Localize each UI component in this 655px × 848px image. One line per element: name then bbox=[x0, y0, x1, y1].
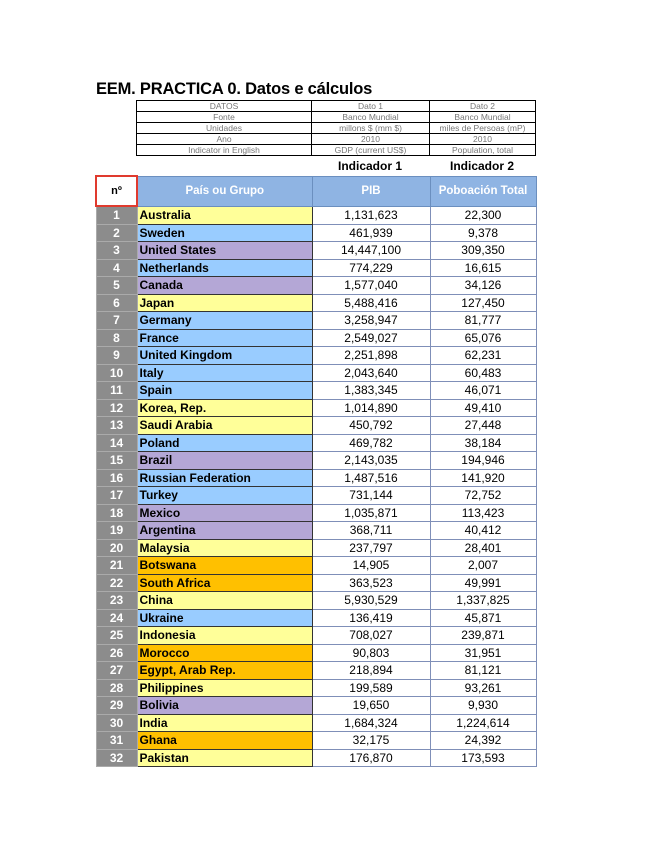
population-cell[interactable]: 16,615 bbox=[430, 259, 536, 277]
row-number-cell[interactable]: 29 bbox=[96, 697, 137, 715]
row-number-cell[interactable]: 7 bbox=[96, 312, 137, 330]
row-number-cell[interactable]: 31 bbox=[96, 732, 137, 750]
pib-cell[interactable]: 136,419 bbox=[312, 609, 430, 627]
table-row bbox=[96, 347, 536, 365]
population-cell[interactable]: 194,946 bbox=[430, 452, 536, 470]
table-row bbox=[96, 417, 536, 435]
table-row bbox=[96, 627, 536, 645]
metadata-cell[interactable]: Dato 1 bbox=[312, 101, 430, 112]
country-cell[interactable]: Spain bbox=[137, 382, 312, 400]
metadata-cell[interactable]: Indicator in English bbox=[137, 145, 312, 156]
population-cell[interactable]: 2,007 bbox=[430, 557, 536, 575]
country-cell[interactable]: Philippines bbox=[137, 679, 312, 697]
country-cell[interactable]: Egypt, Arab Rep. bbox=[137, 662, 312, 680]
country-cell[interactable]: Ukraine bbox=[137, 609, 312, 627]
population-cell[interactable]: 60,483 bbox=[430, 364, 536, 382]
population-cell[interactable]: 49,991 bbox=[430, 574, 536, 592]
country-cell[interactable]: Netherlands bbox=[137, 259, 312, 277]
country-cell[interactable]: Ghana bbox=[137, 732, 312, 750]
country-cell[interactable]: Indonesia bbox=[137, 627, 312, 645]
population-cell[interactable]: 38,184 bbox=[430, 434, 536, 452]
country-cell[interactable]: United States bbox=[137, 242, 312, 260]
country-cell[interactable]: Botswana bbox=[137, 557, 312, 575]
row-number-cell[interactable]: 22 bbox=[96, 574, 137, 592]
metadata-cell[interactable]: Dato 2 bbox=[430, 101, 536, 112]
country-cell[interactable]: India bbox=[137, 714, 312, 732]
table-body bbox=[96, 206, 536, 767]
country-cell[interactable]: France bbox=[137, 329, 312, 347]
country-cell[interactable]: United Kingdom bbox=[137, 347, 312, 365]
row-number-cell[interactable]: 6 bbox=[96, 294, 137, 312]
table-row bbox=[96, 329, 536, 347]
table-row bbox=[96, 224, 536, 242]
population-cell[interactable]: 72,752 bbox=[430, 487, 536, 505]
population-cell[interactable]: 45,871 bbox=[430, 609, 536, 627]
metadata-cell[interactable]: millons $ (mm $) bbox=[312, 123, 430, 134]
population-cell[interactable]: 22,300 bbox=[430, 206, 536, 224]
country-cell[interactable]: Mexico bbox=[137, 504, 312, 522]
country-cell[interactable]: Argentina bbox=[137, 522, 312, 540]
table-row bbox=[96, 399, 536, 417]
population-cell[interactable]: 113,423 bbox=[430, 504, 536, 522]
metadata-cell[interactable]: Population, total bbox=[430, 145, 536, 156]
population-cell[interactable]: 1,224,614 bbox=[430, 714, 536, 732]
indicator-1-label: Indicador 1 bbox=[337, 159, 402, 173]
country-cell[interactable]: Russian Federation bbox=[137, 469, 312, 487]
metadata-cell[interactable]: 2010 bbox=[312, 134, 430, 145]
pib-cell[interactable]: 5,488,416 bbox=[312, 294, 430, 312]
row-number-cell[interactable]: 23 bbox=[96, 592, 137, 610]
population-cell[interactable]: 34,126 bbox=[430, 277, 536, 295]
population-cell[interactable]: 27,448 bbox=[430, 417, 536, 435]
table-row bbox=[96, 732, 536, 750]
column-header-no[interactable]: nº bbox=[96, 176, 137, 206]
pib-cell[interactable]: 5,930,529 bbox=[312, 592, 430, 610]
population-cell[interactable]: 65,076 bbox=[430, 329, 536, 347]
table-row bbox=[96, 504, 536, 522]
row-number-cell[interactable]: 28 bbox=[96, 679, 137, 697]
country-cell[interactable]: Saudi Arabia bbox=[137, 417, 312, 435]
pib-cell[interactable]: 1,035,871 bbox=[312, 504, 430, 522]
table-row bbox=[96, 487, 536, 505]
pib-cell[interactable]: 461,939 bbox=[312, 224, 430, 242]
header-row bbox=[96, 176, 536, 206]
population-cell[interactable]: 49,410 bbox=[430, 399, 536, 417]
pib-cell[interactable]: 450,792 bbox=[312, 417, 430, 435]
row-number-cell[interactable]: 11 bbox=[96, 382, 137, 400]
row-number-cell[interactable]: 5 bbox=[96, 277, 137, 295]
population-cell[interactable]: 81,121 bbox=[430, 662, 536, 680]
pib-cell[interactable]: 708,027 bbox=[312, 627, 430, 645]
country-cell[interactable]: Germany bbox=[137, 312, 312, 330]
country-cell[interactable]: Brazil bbox=[137, 452, 312, 470]
pib-cell[interactable]: 731,144 bbox=[312, 487, 430, 505]
table-row bbox=[96, 277, 536, 295]
pib-cell[interactable]: 2,549,027 bbox=[312, 329, 430, 347]
population-cell[interactable]: 239,871 bbox=[430, 627, 536, 645]
pib-cell[interactable]: 19,650 bbox=[312, 697, 430, 715]
row-number-cell[interactable]: 25 bbox=[96, 627, 137, 645]
metadata-header-row bbox=[137, 101, 536, 112]
population-cell[interactable]: 93,261 bbox=[430, 679, 536, 697]
metadata-table bbox=[136, 100, 536, 156]
pib-cell[interactable]: 1,577,040 bbox=[312, 277, 430, 295]
table-row bbox=[96, 364, 536, 382]
population-cell[interactable]: 81,777 bbox=[430, 312, 536, 330]
pib-cell[interactable]: 368,711 bbox=[312, 522, 430, 540]
indicator-2-label: Indicador 2 bbox=[449, 159, 514, 173]
row-number-cell[interactable]: 32 bbox=[96, 749, 137, 767]
population-cell[interactable]: 1,337,825 bbox=[430, 592, 536, 610]
row-number-cell[interactable]: 15 bbox=[96, 452, 137, 470]
pib-cell[interactable]: 90,803 bbox=[312, 644, 430, 662]
row-number-cell[interactable]: 8 bbox=[96, 329, 137, 347]
table-row bbox=[96, 697, 536, 715]
row-number-cell[interactable]: 2 bbox=[96, 224, 137, 242]
country-cell[interactable]: Australia bbox=[137, 206, 312, 224]
pib-cell[interactable]: 176,870 bbox=[312, 749, 430, 767]
table-row bbox=[96, 592, 536, 610]
metadata-cell[interactable]: 2010 bbox=[430, 134, 536, 145]
metadata-cell[interactable]: Ano bbox=[137, 134, 312, 145]
population-cell[interactable]: 9,930 bbox=[430, 697, 536, 715]
table-row bbox=[96, 574, 536, 592]
table-row bbox=[96, 609, 536, 627]
population-cell[interactable]: 31,951 bbox=[430, 644, 536, 662]
metadata-cell[interactable]: DATOS bbox=[137, 101, 312, 112]
population-cell[interactable]: 62,231 bbox=[430, 347, 536, 365]
table-row bbox=[96, 382, 536, 400]
metadata-row bbox=[137, 145, 536, 156]
country-cell[interactable]: Turkey bbox=[137, 487, 312, 505]
row-number-cell[interactable]: 10 bbox=[96, 364, 137, 382]
column-header-pib[interactable]: PIB bbox=[312, 176, 430, 206]
metadata-row bbox=[137, 123, 536, 134]
country-cell[interactable]: Italy bbox=[137, 364, 312, 382]
population-cell[interactable]: 9,378 bbox=[430, 224, 536, 242]
pib-cell[interactable]: 199,589 bbox=[312, 679, 430, 697]
population-cell[interactable]: 141,920 bbox=[430, 469, 536, 487]
row-number-cell[interactable]: 12 bbox=[96, 399, 137, 417]
row-number-cell[interactable]: 26 bbox=[96, 644, 137, 662]
metadata-cell[interactable]: Fonte bbox=[137, 112, 312, 123]
pib-cell[interactable]: 1,014,890 bbox=[312, 399, 430, 417]
pib-cell[interactable]: 14,905 bbox=[312, 557, 430, 575]
metadata-row bbox=[137, 112, 536, 123]
row-number-cell[interactable]: 4 bbox=[96, 259, 137, 277]
row-number-cell[interactable]: 3 bbox=[96, 242, 137, 260]
pib-cell[interactable]: 1,131,623 bbox=[312, 206, 430, 224]
table-row bbox=[96, 469, 536, 487]
population-cell[interactable]: 24,392 bbox=[430, 732, 536, 750]
population-cell[interactable]: 309,350 bbox=[430, 242, 536, 260]
pib-cell[interactable]: 1,487,516 bbox=[312, 469, 430, 487]
country-cell[interactable]: China bbox=[137, 592, 312, 610]
metadata-cell[interactable]: Banco Mundial bbox=[430, 112, 536, 123]
population-cell[interactable]: 40,412 bbox=[430, 522, 536, 540]
pib-cell[interactable]: 32,175 bbox=[312, 732, 430, 750]
row-number-cell[interactable]: 17 bbox=[96, 487, 137, 505]
pib-cell[interactable]: 3,258,947 bbox=[312, 312, 430, 330]
pib-cell[interactable]: 2,043,640 bbox=[312, 364, 430, 382]
row-number-cell[interactable]: 24 bbox=[96, 609, 137, 627]
table-row bbox=[96, 679, 536, 697]
row-number-cell[interactable]: 30 bbox=[96, 714, 137, 732]
table-row bbox=[96, 557, 536, 575]
row-number-cell[interactable]: 14 bbox=[96, 434, 137, 452]
pib-cell[interactable]: 363,523 bbox=[312, 574, 430, 592]
row-number-cell[interactable]: 19 bbox=[96, 522, 137, 540]
pib-cell[interactable]: 2,251,898 bbox=[312, 347, 430, 365]
table-row bbox=[96, 259, 536, 277]
metadata-cell[interactable]: GDP (current US$) bbox=[312, 145, 430, 156]
country-cell[interactable]: Japan bbox=[137, 294, 312, 312]
population-cell[interactable]: 46,071 bbox=[430, 382, 536, 400]
population-cell[interactable]: 173,593 bbox=[430, 749, 536, 767]
metadata-cell[interactable]: Banco Mundial bbox=[312, 112, 430, 123]
row-number-cell[interactable]: 20 bbox=[96, 539, 137, 557]
table-row bbox=[96, 749, 536, 767]
column-header-country[interactable]: País ou Grupo bbox=[137, 176, 312, 206]
row-number-cell[interactable]: 9 bbox=[96, 347, 137, 365]
table-row bbox=[96, 539, 536, 557]
table-row bbox=[96, 644, 536, 662]
data-table bbox=[95, 175, 537, 767]
table-row bbox=[96, 662, 536, 680]
row-number-cell[interactable]: 27 bbox=[96, 662, 137, 680]
population-cell[interactable]: 28,401 bbox=[430, 539, 536, 557]
column-header-population[interactable]: Poboación Total bbox=[430, 176, 536, 206]
table-row bbox=[96, 452, 536, 470]
metadata-cell[interactable]: Unidades bbox=[137, 123, 312, 134]
table-row bbox=[96, 242, 536, 260]
row-number-cell[interactable]: 13 bbox=[96, 417, 137, 435]
country-cell[interactable]: Poland bbox=[137, 434, 312, 452]
page-title: EEM. PRACTICA 0. Datos e cálculos bbox=[96, 80, 373, 98]
country-cell[interactable]: South Africa bbox=[137, 574, 312, 592]
row-number-cell[interactable]: 21 bbox=[96, 557, 137, 575]
pib-cell[interactable]: 237,797 bbox=[312, 539, 430, 557]
row-number-cell[interactable]: 18 bbox=[96, 504, 137, 522]
country-cell[interactable]: Malaysia bbox=[137, 539, 312, 557]
metadata-row bbox=[137, 134, 536, 145]
country-cell[interactable]: Pakistan bbox=[137, 749, 312, 767]
population-cell[interactable]: 127,450 bbox=[430, 294, 536, 312]
table-row bbox=[96, 434, 536, 452]
table-row bbox=[96, 714, 536, 732]
row-number-cell[interactable]: 16 bbox=[96, 469, 137, 487]
country-cell[interactable]: Morocco bbox=[137, 644, 312, 662]
country-cell[interactable]: Bolivia bbox=[137, 697, 312, 715]
country-cell[interactable]: Sweden bbox=[137, 224, 312, 242]
table-row bbox=[96, 294, 536, 312]
metadata-cell[interactable]: miles de Persoas (mP) bbox=[430, 123, 536, 134]
pib-cell[interactable]: 469,782 bbox=[312, 434, 430, 452]
pib-cell[interactable]: 14,447,100 bbox=[312, 242, 430, 260]
country-cell[interactable]: Canada bbox=[137, 277, 312, 295]
pib-cell[interactable]: 2,143,035 bbox=[312, 452, 430, 470]
country-cell[interactable]: Korea, Rep. bbox=[137, 399, 312, 417]
pib-cell[interactable]: 774,229 bbox=[312, 259, 430, 277]
table-row bbox=[96, 312, 536, 330]
table-row bbox=[96, 206, 536, 224]
pib-cell[interactable]: 1,383,345 bbox=[312, 382, 430, 400]
pib-cell[interactable]: 218,894 bbox=[312, 662, 430, 680]
pib-cell[interactable]: 1,684,324 bbox=[312, 714, 430, 732]
row-number-cell[interactable]: 1 bbox=[96, 206, 137, 224]
table-row bbox=[96, 522, 536, 540]
